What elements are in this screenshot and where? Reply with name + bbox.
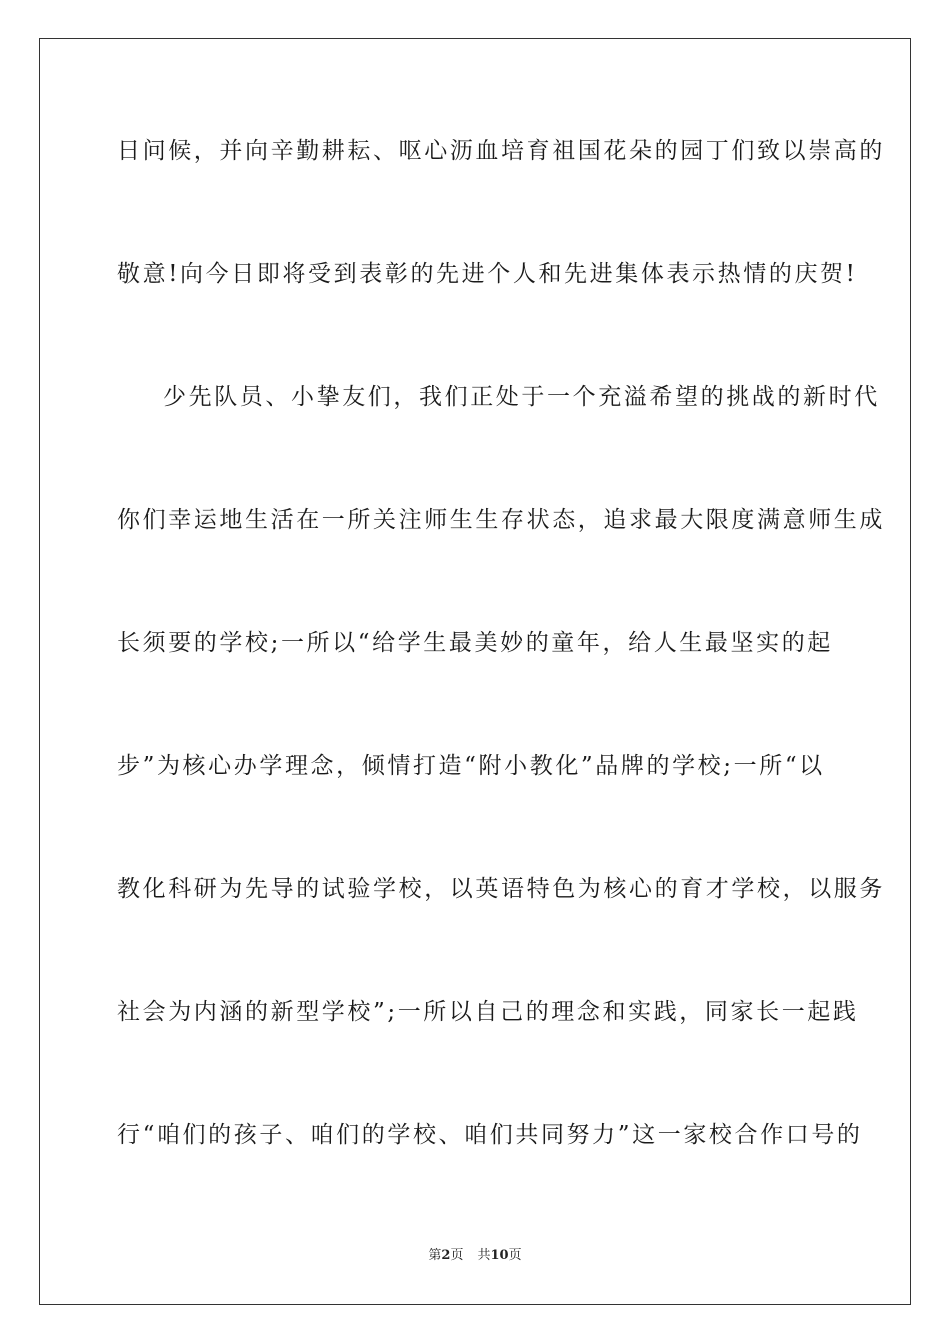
body-text [117, 128, 885, 1235]
text-line-4: 你们幸运地生活在一所关注师生生存状态，追求最大限度满意师生成 [117, 507, 885, 533]
text-line-7: 教化科研为先导的试验学校，以英语特色为核心的育才学校，以服务 [117, 876, 885, 902]
total-prefix: 共 [477, 1248, 491, 1263]
text-line-6: 步”为核心办学理念，倾情打造“附小教化”品牌的学校;一所“以 [117, 753, 825, 779]
text-line-9: 行“咱们的孩子、咱们的学校、咱们共同努力”这一家校合作口号的 [117, 1122, 863, 1148]
page-footer [0, 1244, 950, 1263]
text-line-8: 社会为内涵的新型学校”;一所以自己的理念和实践，同家长一起践 [117, 999, 859, 1025]
total-suffix: 页 [508, 1248, 522, 1263]
text-line-1: 日问候，并向辛勤耕耘、呕心沥血培育祖国花朵的园丁们致以崇高的 [117, 138, 885, 164]
page-prefix: 第 [428, 1248, 442, 1263]
page-suffix: 页 [450, 1248, 464, 1263]
text-line-2: 敬意!向今日即将受到表彰的先进个人和先进集体表示热情的庆贺! [117, 261, 858, 287]
total-pages: 10 [490, 1248, 509, 1263]
page-number: 2 [441, 1248, 451, 1263]
text-line-3: 少先队员、小挚友们，我们正处于一个充溢希望的挑战的新时代 [163, 384, 880, 410]
text-line-5: 长须要的学校;一所以“给学生最美妙的童年，给人生最坚实的起 [117, 630, 833, 656]
